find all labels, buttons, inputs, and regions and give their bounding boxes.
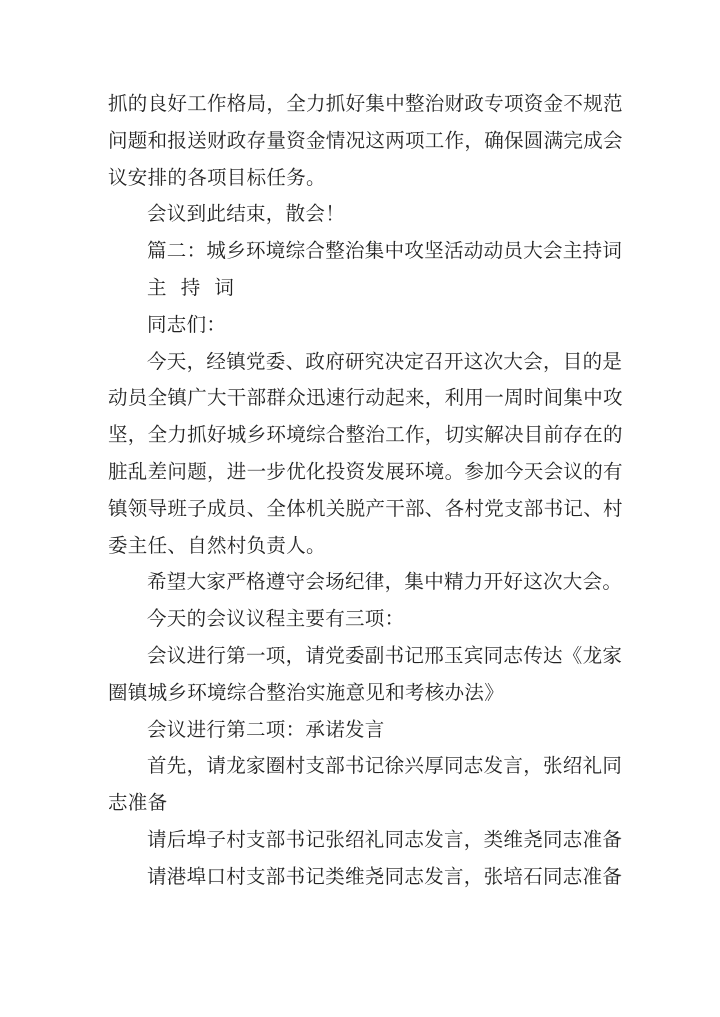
paragraph-agenda-item-2 (108, 712, 628, 749)
paragraph-agenda-item-1 (108, 638, 628, 712)
speech-title (108, 270, 628, 307)
text-line: 志准备 (108, 791, 168, 815)
text-line: 希望大家严格遵守会场纪律，集中精力开好这次大会。 (147, 570, 623, 594)
text-line: 篇二：城乡环境综合整治集中攻坚活动动员大会主持词 (147, 239, 623, 263)
text-line: 抓的良好工作格局，全力抓好集中整治财政专项资金不规范 (108, 92, 623, 115)
text-line: 动员全镇广大干部群众迅速行动起来，利用一周时间集中攻 (108, 386, 623, 410)
text-line: 议安排的各项目标任务。 (108, 165, 326, 189)
paragraph-speaker-2 (108, 822, 628, 859)
section-heading (108, 233, 628, 270)
text-line: 会议到此结束，散会！ (147, 202, 346, 226)
salutation (108, 307, 628, 344)
text-line: 今天，经镇党委、政府研究决定召开这次大会，目的是 (147, 349, 623, 373)
paragraph-closing (108, 196, 628, 233)
text-line: 会议进行第一项，请党委副书记邢玉宾同志传达《龙家 (147, 643, 623, 667)
text-line: 问题和报送财政存量资金情况这两项工作，确保圆满完成会 (108, 128, 623, 152)
text-line: 同志们： (147, 312, 227, 336)
paragraph-speaker-1 (108, 748, 628, 822)
document-body (108, 86, 628, 896)
text-line: 今天的会议议程主要有三项： (147, 607, 405, 631)
text-line: 主 持 词 (147, 275, 238, 299)
text-line: 请港埠口村支部书记类维尧同志发言，张培石同志准备 (147, 864, 623, 888)
paragraph-discipline (108, 564, 628, 601)
text-line: 请后埠子村支部书记张绍礼同志发言，类维尧同志准备 (147, 827, 623, 851)
text-line: 委主任、自然村负责人。 (108, 533, 326, 557)
paragraph-continuation (108, 86, 628, 196)
text-line: 会议进行第二项：承诺发言 (147, 717, 385, 741)
text-line: 脏乱差问题，进一步优化投资发展环境。参加今天会议的有 (108, 459, 623, 483)
text-line: 坚，全力抓好城乡环境综合整治工作，切实解决目前存在的 (108, 423, 623, 447)
text-line: 镇领导班子成员、全体机关脱产干部、各村党支部书记、村 (108, 496, 623, 520)
paragraph-opening (108, 344, 628, 565)
paragraph-speaker-3 (108, 859, 628, 896)
text-line: 首先，请龙家圈村支部书记徐兴厚同志发言，张绍礼同 (147, 754, 623, 778)
text-line: 圈镇城乡环境综合整治实施意见和考核办法》 (108, 680, 505, 704)
paragraph-agenda (108, 601, 628, 638)
